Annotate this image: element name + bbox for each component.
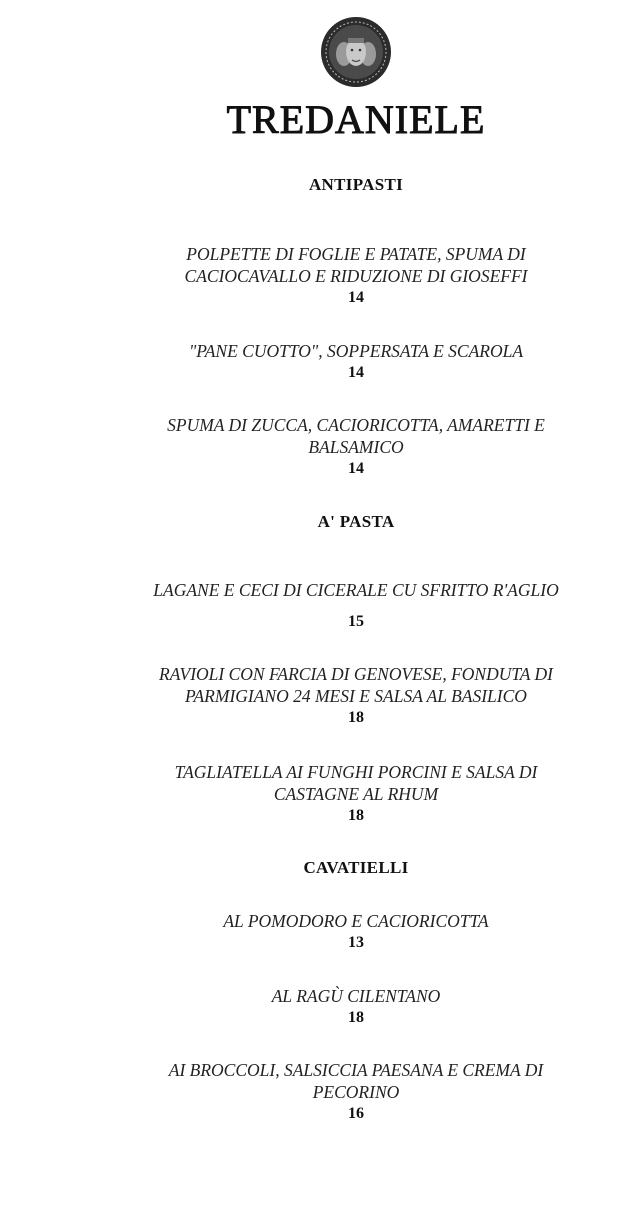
- menu-item: [140, 579, 572, 633]
- section-title-pasta: A' PASTA: [317, 512, 395, 531]
- dish-name: RAVIOLI CON FARCIA DI GENOVESE, FONDUTA DI PARMIGIANO 24 MESI E SALSA AL BASILICO: [159, 664, 553, 706]
- dish-name: "PANE CUOTTO", SOPPERSATA E SCAROLA: [188, 341, 524, 361]
- dish-name: AI BROCCOLI, SALSICCIA PAESANA E CREMA DI PECORINO: [168, 1060, 544, 1102]
- dish-name: SPUMA DI ZUCCA, CACIORICOTTA, AMARETTI E BALSAMICO: [167, 415, 545, 457]
- section-title-antipasti: ANTIPASTI: [308, 175, 404, 194]
- menu-item: [140, 1059, 572, 1125]
- dish-name: TAGLIATELLA AI FUNGHI PORCINI E SALSA DI CASTAGNE AL RHUM: [174, 762, 538, 804]
- dish-price: 13: [348, 934, 364, 951]
- menu-item: [140, 985, 572, 1029]
- dish-name: AL RAGÙ CILENTANO: [271, 986, 441, 1006]
- brand-logo-text: TREDANIELE: [226, 97, 486, 142]
- menu-item: [140, 910, 572, 954]
- dish-price: 15: [348, 613, 364, 630]
- menu-item: [140, 243, 572, 309]
- dish-name: POLPETTE DI FOGLIE E PATATE, SPUMA DI CACIOCAVALLO E RIDUZIONE DI GIOSEFFI: [184, 244, 528, 286]
- menu-item: [140, 414, 572, 480]
- dish-price: 18: [348, 1009, 364, 1026]
- dish-price: 16: [348, 1105, 364, 1122]
- dish-name: AL POMODORO E CACIORICOTTA: [223, 911, 489, 931]
- dish-price: 14: [348, 460, 364, 477]
- dish-name: LAGANE E CECI DI CICERALE CU SFRITTO R'AGLIO: [153, 580, 559, 600]
- section-title-cavatielli: CAVATIELLI: [303, 858, 409, 877]
- menu-item: [140, 340, 572, 384]
- dish-price: 18: [348, 709, 364, 726]
- dish-price: 14: [348, 289, 364, 306]
- dish-price: 18: [348, 807, 364, 824]
- dish-price: 14: [348, 364, 364, 381]
- menu-item: [140, 761, 572, 827]
- three-faces-seal-icon: [320, 16, 392, 88]
- menu-item: [140, 663, 572, 729]
